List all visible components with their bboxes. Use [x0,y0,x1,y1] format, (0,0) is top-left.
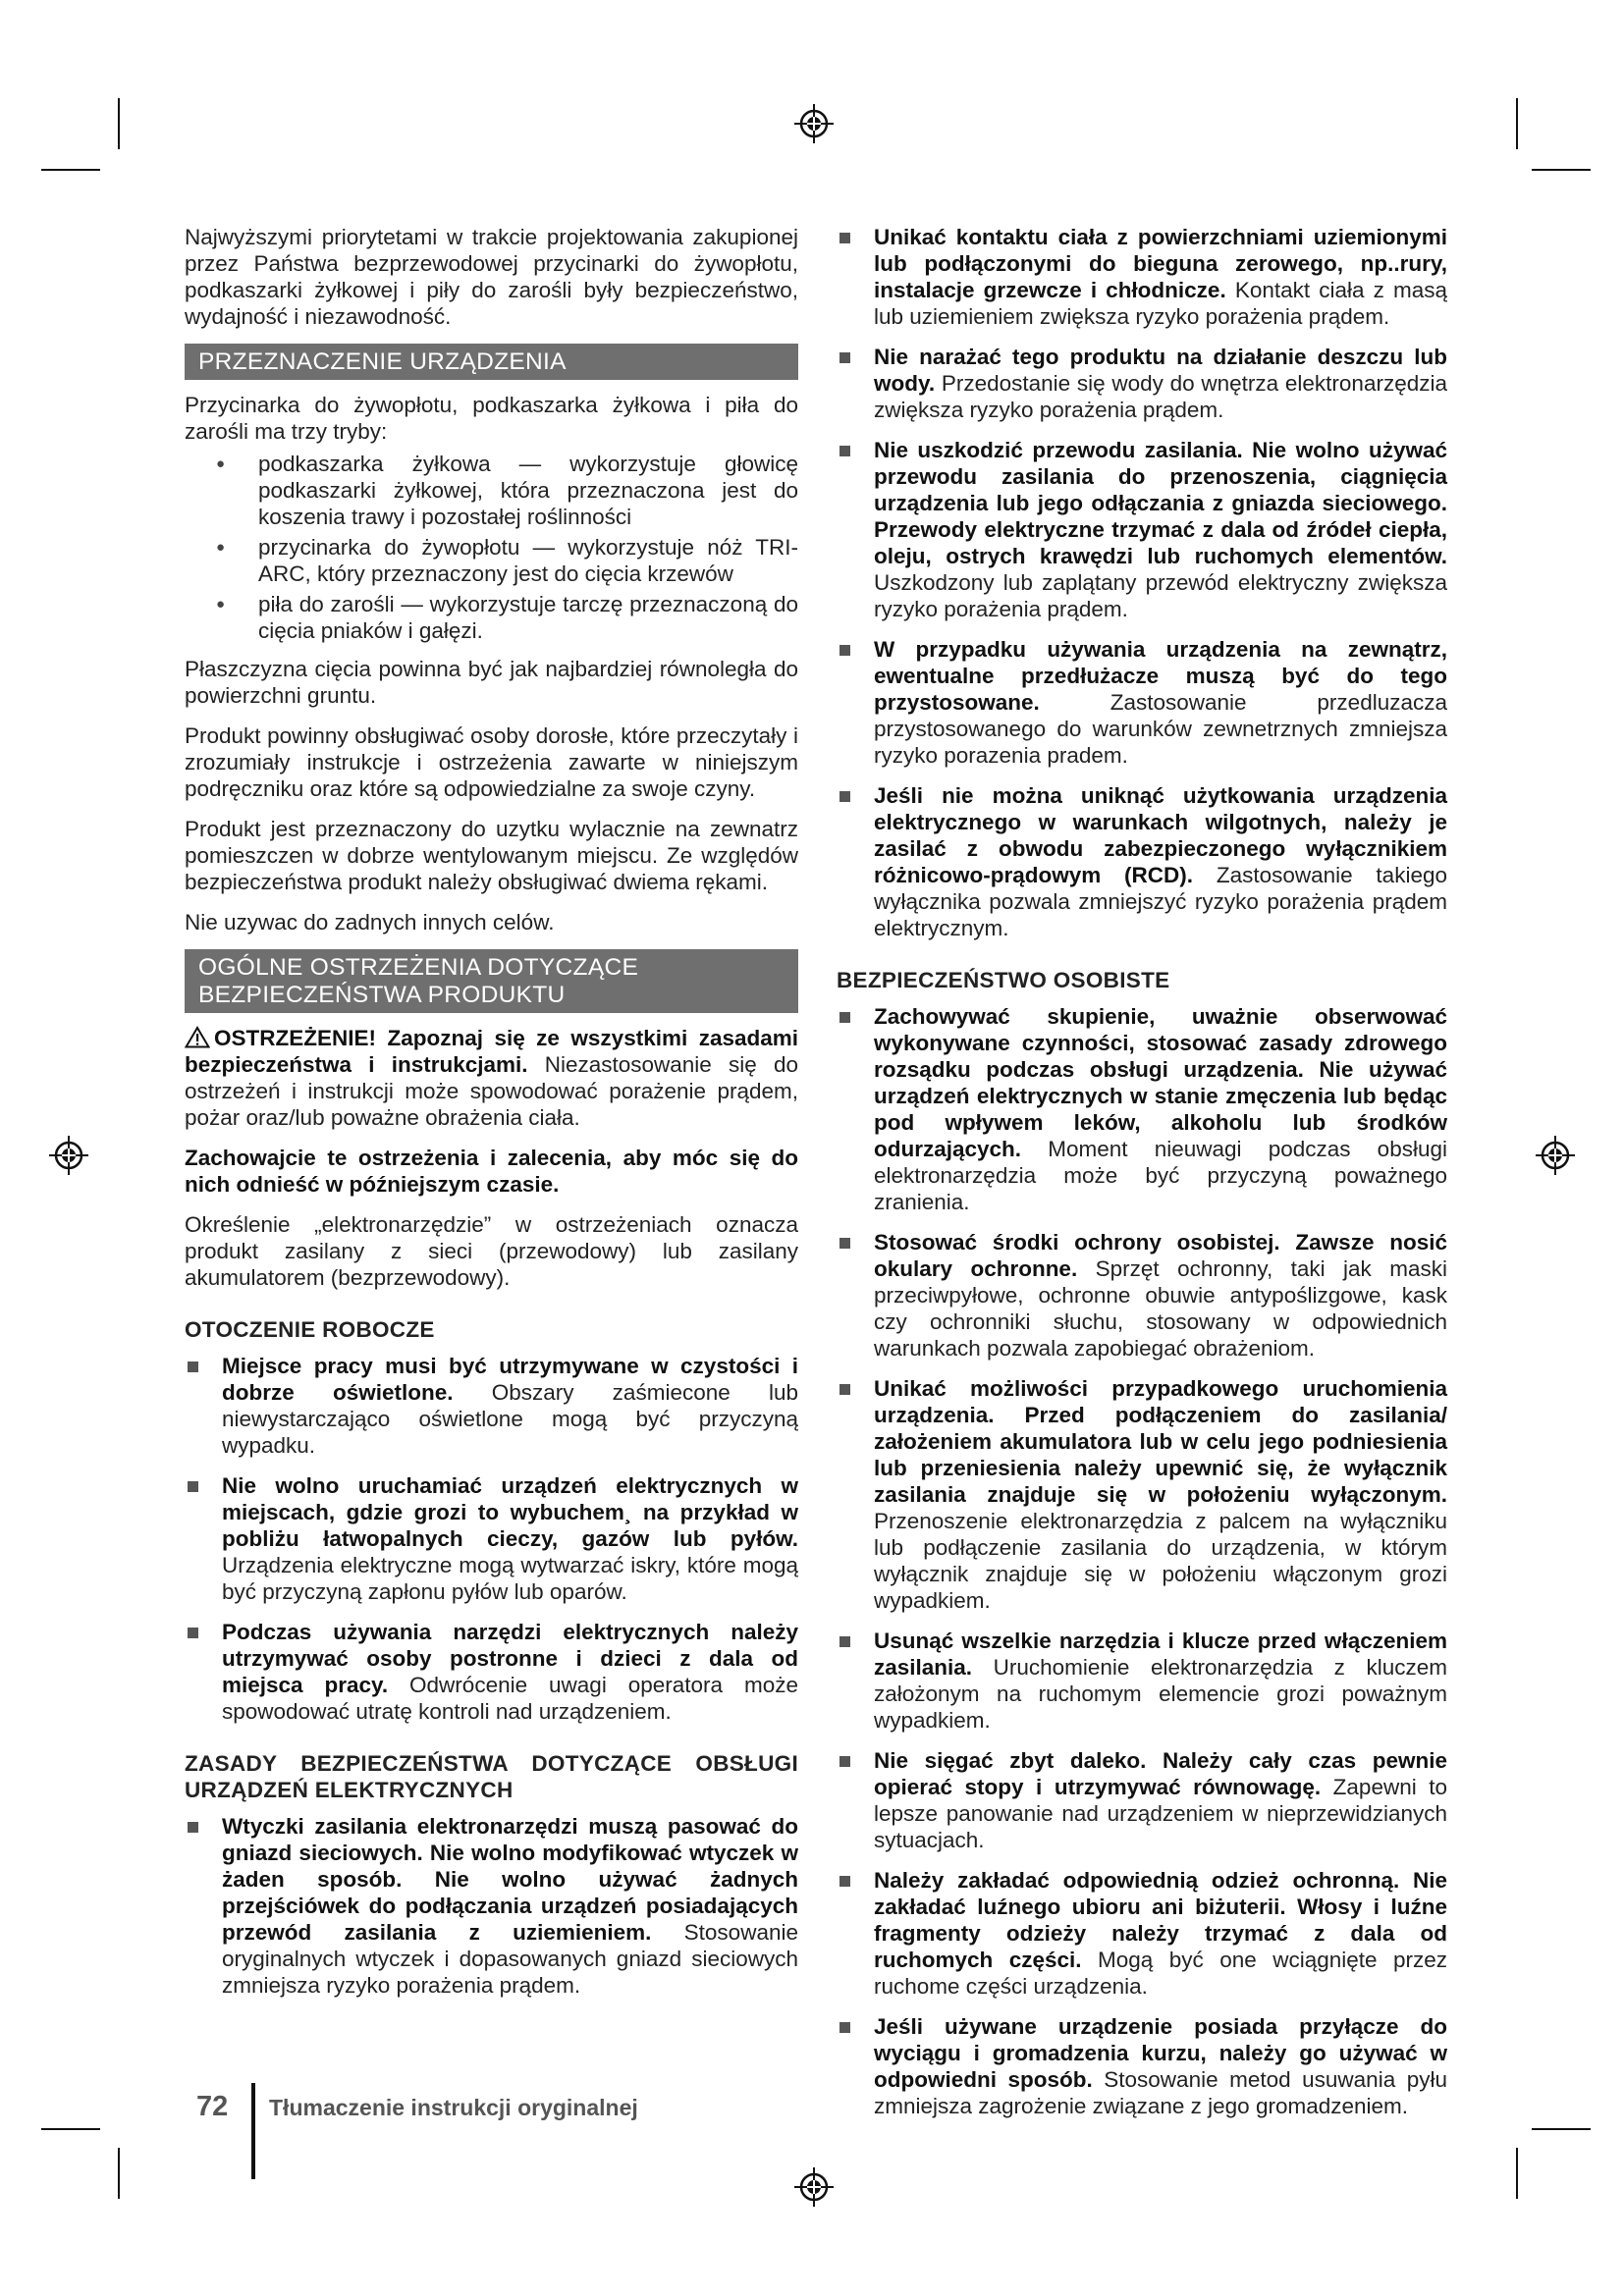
item-text: Sprzęt ochronny, taki jak maski przeciwpyłowe, ochronne obuwie antypoślizgowe, kask czy ochronniki słuchu, stosowany w odpowiednich warunkach pozwala zapobiegać obrażeniom. [874,1256,1447,1361]
list-item [837,1229,1447,1362]
item-bold: Stosować środki ochrony osobistej. Zawsze nosić okulary ochronne. [874,1230,1447,1281]
footer-title: Tłumaczenie instrukcji oryginalnej [269,2095,638,2120]
item-bold: Nie sięgać zbyt daleko. Należy cały czas pewnie opierać stopy i utrzymywać równowagę. [874,1748,1447,1799]
crop-mark [41,169,100,171]
item-bold: Podczas używania narzędzi elektrycznych należy utrzymywać osoby postronne i dzieci z dala od miejsca pracy. [222,1620,798,1697]
item-bold: Miejsce pracy musi być utrzymywane w czystości i dobrze oświetlone. [222,1354,798,1405]
item-text: Odwrócenie uwagi operatora może spowodować utratę kontroli nad urządzeniem. [222,1673,798,1724]
item-bold: W przypadku używania urządzenia na zewnątrz, ewentualne przedłużacze muszą być do tego przystosowane. [874,637,1447,715]
item-bold: Jeśli używane urządzenie posiada przyłącze do wyciągu i gromadzenia kurzu, należy go używać w odpowiedni sposób. [874,2014,1447,2092]
crop-mark [1532,2128,1591,2130]
list-item [837,782,1447,941]
item-bold: Nie wolno uruchamiać urządzeń elektrycznych w miejscach, gdzie grozi to wybuchem¸ na przykład w pobliżu łatwopalnych cieczy, gazów lub pyłów. [222,1473,798,1551]
heading-line: BEZPIECZEŃSTWA PRODUKTU [198,982,566,1008]
item-bold: Jeśli nie można uniknąć użytkowania urządzenia elektrycznego w warunkach wilgotnych, należy je zasilać z obwodu zabezpieczonego wyłącznikiem różnicowo-prądowym (RCD). [874,783,1447,887]
list-item [837,224,1447,330]
personal-safety-list [837,1003,1447,2119]
list-item: ● piła do zarośli — wykorzystuje tarczę przeznaczoną do cięcia pniaków i gałęzi. [216,591,798,644]
crop-mark [118,2148,120,2199]
right-column [837,224,1447,2133]
list-item [185,1472,798,1605]
crop-mark [1516,2148,1518,2199]
item-text: Zastosowanie takiego wyłącznika pozwala zmniejszyć ryzyko porażenia prądem elektrycznym. [874,863,1447,940]
item-text: Zastosowanie przedluzacza przystosowanego do warunków zewnetrznych zmniejsza ryzyko porazenia pradem. [874,690,1447,768]
warning-bold: OSTRZEŻENIE! Zapoznaj się ze wszystkimi zasadami bezpieczeństwa i instrukcjami. [185,1026,798,1077]
list-item [185,1353,798,1459]
item-text: Stosowanie metod usuwania pyłu zmniejsza zagrożenie związane z jego gromadzeniem. [874,2067,1447,2118]
heading-line: OGÓLNE OSTRZEŻENIA DOTYCZĄCE [198,954,639,981]
definition-paragraph: Określenie „elektronarzędzie” w ostrzeżeniach oznacza produkt zasilany z sieci (przewodowy) lub zasilany akumulatorem (bezprzewodowy). [185,1212,798,1290]
list-item: ● podkaszarka żyłkowa — wykorzystuje głowicę podkaszarki żyłkowej, która przeznaczona jest do koszenia trawy i pozostałej roślinności [216,451,798,530]
list-item [837,1003,1447,1215]
item-bold: Wtyczki zasilania elektronarzędzi muszą pasować do gniazd sieciowych. Nie wolno modyfikować wtyczek w żaden sposób. Nie wolno używać żadnych przejściówek do podłączania urządzeń posiadających przewód zasilania z uziemieniem. [222,1814,798,1945]
registration-mark-icon [1534,1134,1577,1177]
registration-mark-icon [792,102,836,145]
item-text: Uruchomienie elektronarzędzia z kluczem założonym na ruchomym elemencie grozi poważnym wypadkiem. [874,1655,1447,1733]
item-bold: Należy zakładać odpowiednią odzież ochronną. Nie zakładać luźnego ubioru ani biżuterii. Włosy i luźne fragmenty odzieży należy trzymać z dala od ruchomych części. [874,1868,1447,1972]
list-item [837,636,1447,769]
subheading-electrical-safety: ZASADY BEZPIECZEŃSTWA DOTYCZĄCE OBSŁUGI URZĄDZEŃ ELEKTRYCZNYCH [185,1751,798,1802]
item-text: Przenoszenie elektronarzędzia z palcem na wyłączniku lub podłączenie zasilania do urządzenia, w którym wyłącznik znajduje się w położeniu włączonym grozi wypadkiem. [874,1509,1447,1613]
list-item [837,1628,1447,1734]
crop-mark [1516,98,1518,149]
list-item: ● przycinarka do żywopłotu — wykorzystuje nóż TRI-ARC, który przeznaczony jest do cięcia krzewów [216,534,798,587]
item-bold: Nie uszkodzić przewodu zasilania. Nie wolno używać przewodu zasilania do przenoszenia, ciągnięcia urządzenia lub jego odłączania z gniazda sieciowego. Przewody elektryczne trzymać z dala od źródeł ciepła, oleju, ostrych krawędzi lub ruchomych elementów. [874,438,1447,568]
crop-mark [41,2128,100,2130]
page-footer [196,2083,785,2142]
electrical-safety-list-continued [837,224,1447,941]
item-bold: Unikać kontaktu ciała z powierzchniami uziemionymi lub podłączonymi do bieguna zerowego, np..rury, instalacje grzewcze i chłodnicze. [874,225,1447,302]
item-text: Mogą być one wciągnięte przez ruchome części urządzenia. [874,1948,1447,1999]
warning-triangle-icon [185,1026,210,1048]
intro-paragraph: Najwyższymi priorytetami w trakcie projektowania zakupionej przez Państwa bezprzewodowej przycinarki do żywopłotu, podkaszarki żyłkowej i piły do zarośli były bezpieczeństwo, wydajność i niezawodność. [185,225,798,329]
subheading-work-area: OTOCZENIE ROBOCZE [185,1317,435,1342]
item-text: Urządzenia elektryczne mogą wytwarzać iskry, które mogą być przyczyną zapłonu pyłów lub oparów. [222,1553,798,1604]
subheading-personal-safety: BEZPIECZEŃSTWO OSOBISTE [837,968,1170,992]
keep-instructions [185,1145,798,1198]
item-text: Stosowanie oryginalnych wtyczek i dopasowanych gniazd sieciowych zmniejsza ryzyko porażenia prądem. [222,1920,798,1998]
list-item [185,1813,798,1999]
list-item [185,1619,798,1725]
modes-paragraph: Przycinarka do żywopłotu, podkaszarka żyłkowa i piła do zarośli ma trzy tryby: [185,393,798,444]
item-text: Kontakt ciała z masą lub uziemieniem zwiększa ryzyko porażenia prądem. [874,278,1447,329]
list-item [837,1375,1447,1614]
list-item [837,344,1447,423]
crop-mark [1532,169,1591,171]
work-area-list [185,1353,798,1725]
item-text: Obszary zaśmiecone lub niewystarczająco oświetlone mogą być przyczyną wypadku. [222,1380,798,1458]
left-column [185,224,798,2012]
paragraph: Produkt jest przeznaczony do uzytku wylacznie na zewnatrz pomieszczen w dobrze wentylowanym miejscu. Ze względów bezpieczeństwa produkt należy obsługiwać dwiema rękami. [185,817,798,894]
page-number: 72 [196,2091,229,2122]
section-heading-safety-warnings [185,949,798,1013]
list-item [837,1747,1447,1853]
warning-text: Niezastosowanie się do ostrzeżeń i instrukcji może spowodować porażenie prądem, pożar oraz/lub poważne obrażenia ciała. [185,1052,798,1130]
list-item [837,2013,1447,2119]
registration-mark-icon [47,1134,90,1177]
registration-mark-icon [792,2165,836,2209]
item-text: Przedostanie się wody do wnętrza elektronarzędzia zwiększa ryzyko porażenia prądem. [874,371,1447,422]
paragraph: Nie uzywac do zadnych innych celów. [185,910,555,934]
paragraph: Płaszczyzna cięcia powinna być jak najbardziej równoległa do powierzchni gruntu. [185,657,798,708]
keep-bold: Zachowajcie te ostrzeżenia i zalecenia, aby móc się do nich odnieść w późniejszym czasie. [185,1146,798,1197]
section-heading-intended-use: PRZEZNACZENIE URZĄDZENIA [185,344,798,380]
paragraph: Produkt powinny obsługiwać osoby dorosłe, które przeczytały i zrozumiały instrukcje i ostrzeżenia zawarte w niniejszym podręczniku oraz które są odpowiedzialne za swoje czyny. [185,723,798,801]
list-item [837,437,1447,622]
item-bold: Zachowywać skupienie, uważnie obserwować wykonywane czynności, stosować zasady zdrowego rozsądku podczas obsługi urządzenia. Nie używać urządzeń elektrycznych w stanie zmęczenia lub będąc pod wpływem leków, alkoholu lub środków odurzających. [874,1004,1447,1161]
item-text: Uszkodzony lub zaplątany przewód elektryczny zwiększa ryzyko porażenia prądem. [874,570,1447,621]
modes-list [185,451,798,644]
electrical-safety-list [185,1813,798,1999]
warning-paragraph [185,1025,798,1131]
item-bold: Unikać możliwości przypadkowego uruchomienia urządzenia. Przed podłączeniem do zasilania/ założeniem akumulatora lub w celu jego podniesienia lub przeniesienia należy upewnić się, że wyłącznik zasilania znajduje się w położeniu wyłączonym. [874,1376,1447,1507]
crop-mark [118,98,120,149]
item-text: Zapewni to lepsze panowanie nad urządzeniem w nieprzewidzianych sytuacjach. [874,1775,1447,1852]
item-bold: Nie narażać tego produktu na działanie deszczu lub wody. [874,345,1447,396]
footer-divider [251,2083,255,2179]
list-item [837,1867,1447,2000]
item-text: Moment nieuwagi podczas obsługi elektronarzędzia może być przyczyną poważnego zranienia. [874,1137,1447,1214]
item-bold: Usunąć wszelkie narzędzia i klucze przed włączeniem zasilania. [874,1629,1447,1680]
